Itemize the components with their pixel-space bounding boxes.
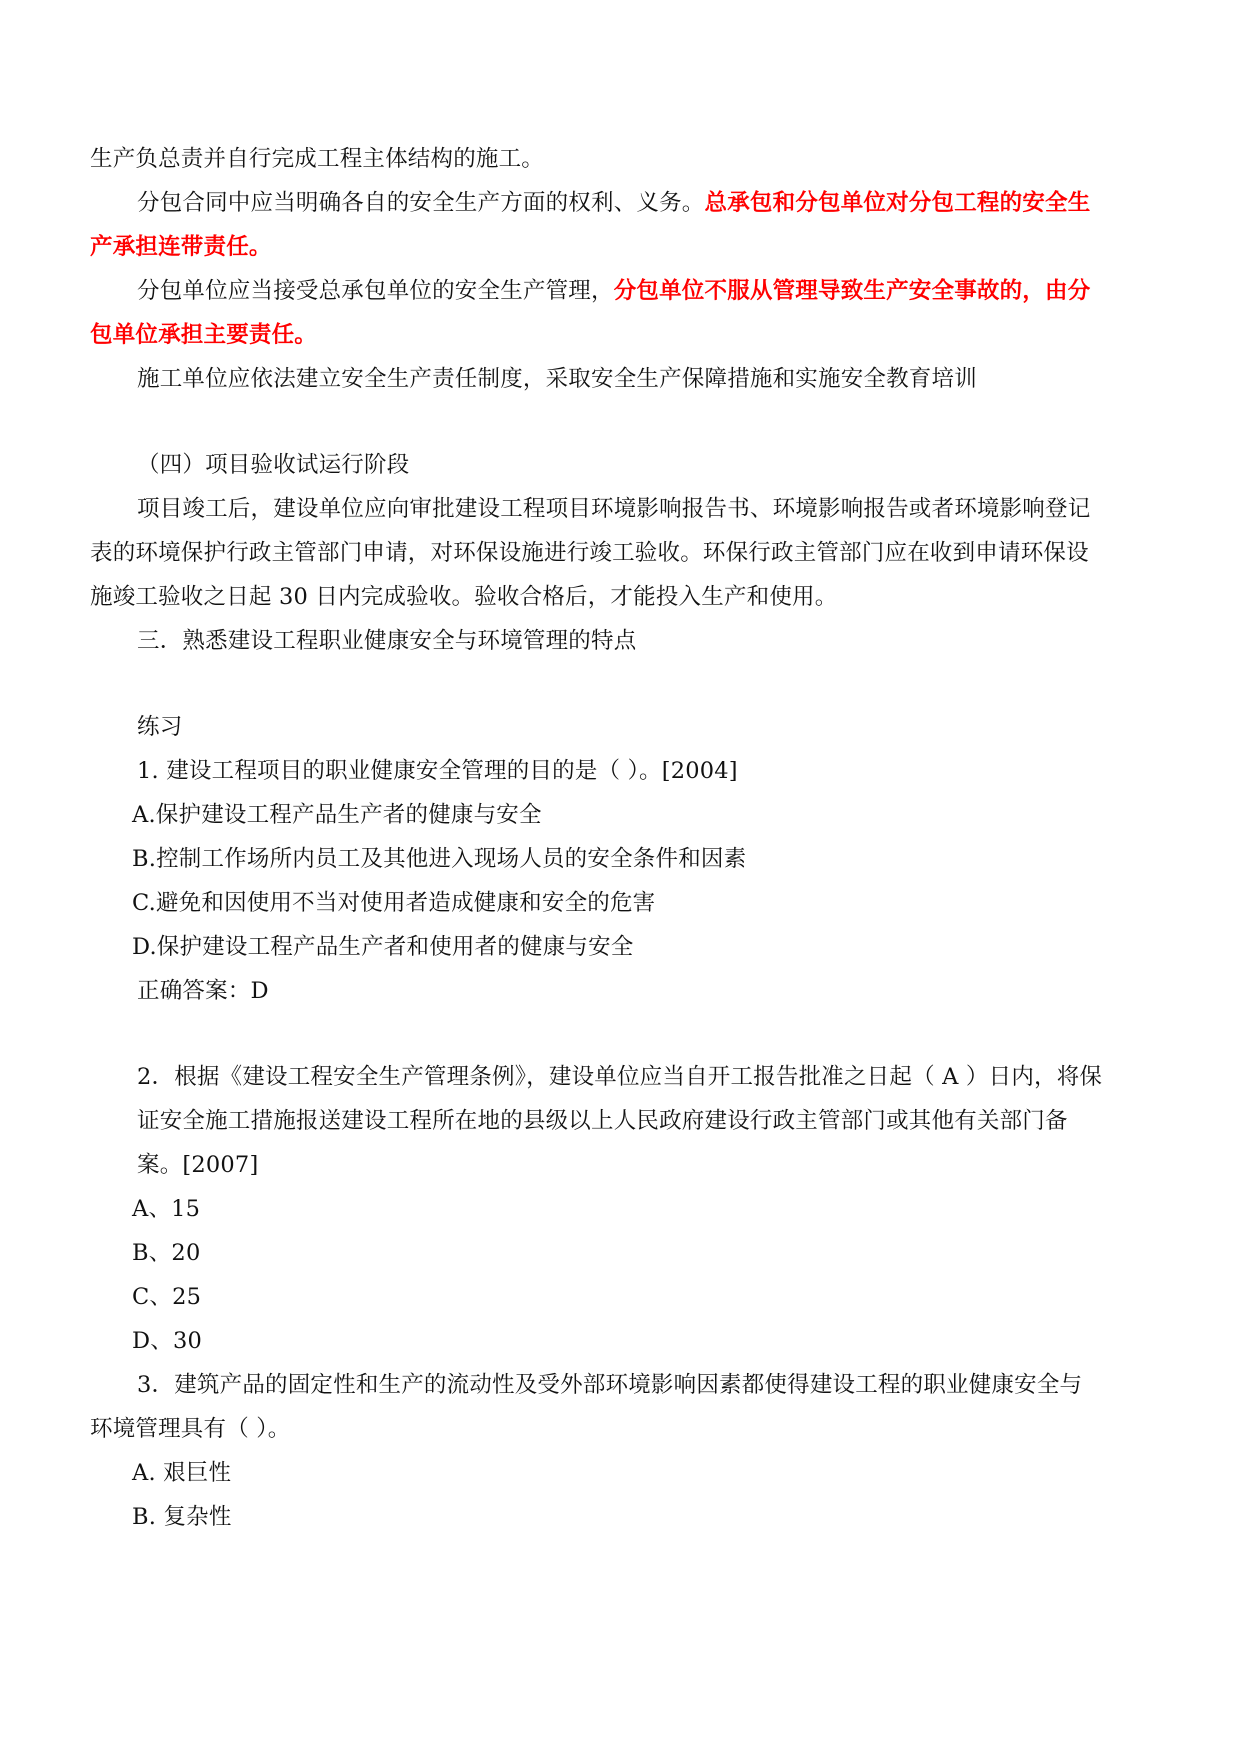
answer-line: 正确答案：D: [137, 978, 269, 1004]
highlighted-line: 产承担连带责任。: [90, 234, 272, 260]
normal-text: 分包单位应当接受总承包单位的安全生产管理，: [137, 278, 614, 304]
paragraph-line: 表的环境保护行政主管部门申请，对环保设施进行竣工验收。环保行政主管部门应在收到申请环保设: [90, 540, 1089, 566]
section-heading: 三．熟悉建设工程职业健康安全与环境管理的特点: [137, 628, 637, 654]
normal-text: 分包合同中应当明确各自的安全生产方面的权利、义务。: [137, 190, 705, 216]
option-d: D.保护建设工程产品生产者和使用者的健康与安全: [132, 934, 634, 960]
paragraph-line: [137, 188, 1090, 218]
option-b: B.控制工作场所内员工及其他进入现场人员的安全条件和因素: [132, 846, 747, 872]
highlighted-text: 分包单位不服从管理导致生产安全事故的，由分: [613, 278, 1091, 304]
question-1: 1. 建设工程项目的职业健康安全管理的目的是（ ）。[2004]: [137, 758, 738, 784]
option-a: A、15: [132, 1196, 201, 1222]
paragraph-line: [137, 276, 1090, 306]
question-2: 2．根据《建设工程安全生产管理条例》，建设单位应当自开工报告批准之日起（ A ）日内，将保: [137, 1064, 1103, 1090]
question-2-cont: 证安全施工措施报送建设工程所在地的县级以上人民政府建设行政主管部门或其他有关部门备: [137, 1108, 1068, 1134]
option-a: A. 艰巨性: [132, 1460, 232, 1486]
option-a: A.保护建设工程产品生产者的健康与安全: [132, 802, 542, 828]
highlighted-text: 总承包和分包单位对分包工程的安全生: [704, 190, 1091, 216]
option-d: D、30: [132, 1328, 202, 1354]
option-b: B、20: [132, 1240, 201, 1266]
highlighted-line: 包单位承担主要责任。: [90, 322, 318, 348]
practice-title: 练习: [137, 714, 183, 740]
question-3-cont: 环境管理具有（ ）。: [90, 1416, 291, 1442]
option-b: B. 复杂性: [132, 1504, 232, 1530]
paragraph-line: 生产负总责并自行完成工程主体结构的施工。: [90, 146, 545, 172]
paragraph-line: 项目竣工后，建设单位应向审批建设工程项目环境影响报告书、环境影响报告或者环境影响登记: [137, 496, 1091, 522]
section-heading: （四）项目验收试运行阶段: [137, 452, 410, 478]
paragraph-line: 施竣工验收之日起 30 日内完成验收。验收合格后，才能投入生产和使用。: [90, 584, 838, 610]
option-c: C、25: [132, 1284, 202, 1310]
question-2-cont: 案。[2007]: [137, 1152, 259, 1178]
option-c: C.避免和因使用不当对使用者造成健康和安全的危害: [132, 890, 656, 916]
paragraph-line: 施工单位应依法建立安全生产责任制度，采取安全生产保障措施和实施安全教育培训: [137, 366, 977, 392]
question-3: 3．建筑产品的固定性和生产的流动性及受外部环境影响因素都使得建设工程的职业健康安全与: [137, 1372, 1083, 1398]
